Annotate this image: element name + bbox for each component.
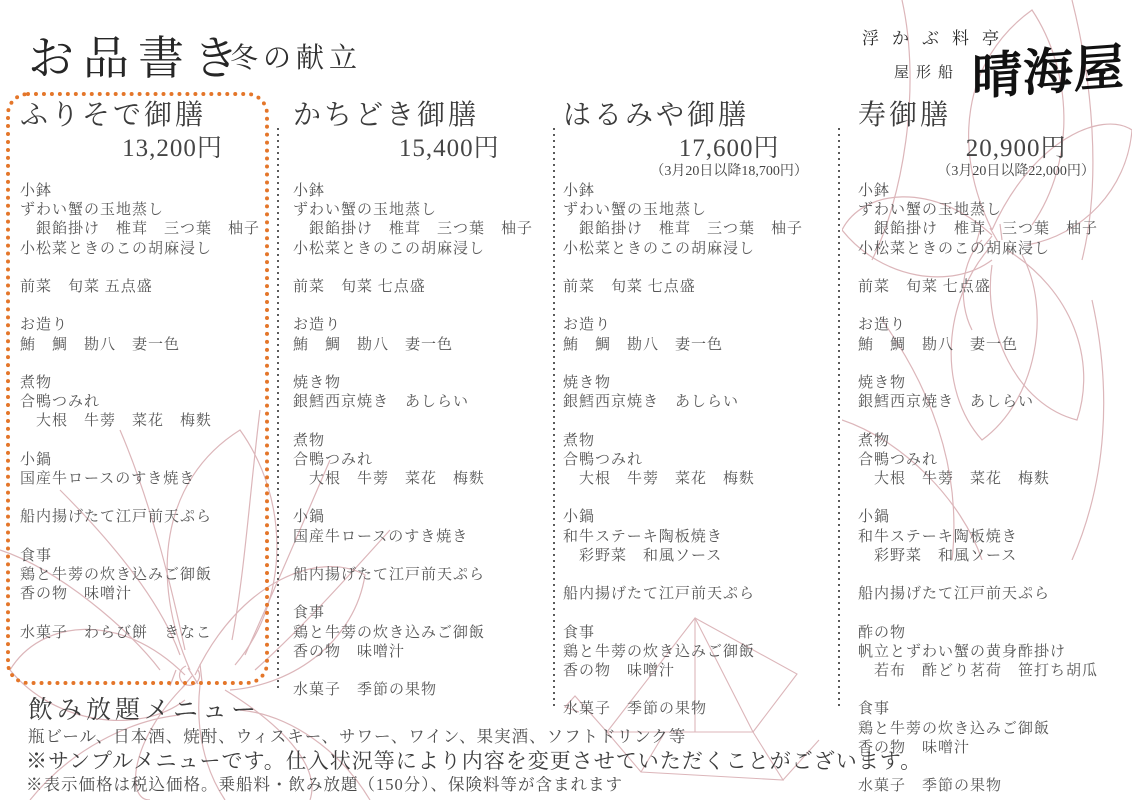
page-subtitle: 冬の献立 bbox=[230, 43, 363, 74]
menu-line: 合鴨つみれ bbox=[20, 394, 101, 411]
menu-line: 和牛ステーキ陶板焼き bbox=[858, 528, 1018, 545]
menu-items bbox=[20, 182, 266, 643]
menu-line: 帆立とずわい蟹の黄身酢掛け bbox=[858, 643, 1067, 660]
menu-items bbox=[858, 182, 1113, 796]
menu-line: ずわい蟹の玉地蒸し bbox=[858, 202, 1003, 219]
menu-line: 煮物 bbox=[858, 432, 891, 449]
menu-line: 大根 牛蒡 菜花 梅麩 bbox=[858, 470, 1051, 487]
menu-line bbox=[293, 662, 545, 681]
menu-line: 香の物 味噌汁 bbox=[858, 739, 971, 756]
menu-line bbox=[20, 489, 266, 508]
menu-line bbox=[20, 528, 266, 547]
menu-line: 船内揚げたて江戸前天ぷら bbox=[858, 586, 1051, 603]
menu-line bbox=[858, 681, 1113, 700]
menu-line: 食事 bbox=[20, 547, 53, 564]
menu-line: 鶏と牛蒡の炊き込みご御飯 bbox=[563, 643, 756, 660]
menu-line: 小鉢 bbox=[20, 183, 53, 199]
menu-line: 銀餡掛け 椎茸 三つ葉 柚子 bbox=[563, 221, 804, 238]
menu-name: はるみや御膳 bbox=[563, 100, 750, 131]
menu-line: 若布 酢どり茗荷 笹打ち胡瓜 bbox=[858, 662, 1099, 679]
column-separator bbox=[838, 128, 840, 706]
menu-price: 20,900円 bbox=[965, 135, 1067, 162]
menu-line: 大根 牛蒡 菜花 梅麩 bbox=[293, 470, 486, 487]
menu-price-note: （3月20日以降22,000円） bbox=[937, 164, 1095, 179]
menu-line bbox=[293, 412, 545, 431]
menu-line: お造り bbox=[858, 317, 907, 334]
menu-line bbox=[563, 355, 831, 374]
menu-line: 前菜 旬菜 七点盛 bbox=[293, 279, 426, 295]
price-block bbox=[20, 134, 266, 180]
menu-line bbox=[293, 259, 545, 278]
menu-line bbox=[563, 297, 831, 316]
menu-line: 船内揚げたて江戸前天ぷら bbox=[20, 509, 213, 526]
menu-line: 焼き物 bbox=[563, 374, 612, 391]
menu-line bbox=[563, 489, 831, 508]
menu-line: ずわい蟹の玉地蒸し bbox=[563, 202, 708, 219]
menu-line: 国産牛ロースのすき焼き bbox=[293, 528, 469, 545]
menu-line bbox=[858, 412, 1113, 431]
menu-line bbox=[293, 585, 545, 604]
menu-items bbox=[293, 182, 545, 700]
disclaimer-note-price: ※表示価格は税込価格。乗船料・飲み放題（150分）、保険料等が含まれます bbox=[26, 775, 623, 794]
menu-line: 焼き物 bbox=[858, 374, 907, 391]
menu-line: 酢の物 bbox=[858, 624, 907, 641]
menu-line: 煮物 bbox=[293, 432, 326, 449]
menu-line: 小松菜ときのこの胡麻浸し bbox=[20, 240, 213, 257]
menu-line: 小鍋 bbox=[858, 509, 891, 526]
menu-line: 小鉢 bbox=[563, 183, 596, 199]
menu-line: 鶏と牛蒡の炊き込みご御飯 bbox=[293, 624, 486, 641]
menu-line bbox=[20, 297, 266, 316]
menu-line bbox=[563, 259, 831, 278]
menu-price: 13,200円 bbox=[122, 135, 223, 162]
menu-name: ふりそで御膳 bbox=[20, 100, 207, 131]
menu-line bbox=[563, 412, 831, 431]
menu-line: お造り bbox=[293, 317, 342, 334]
menu-line: 国産牛ロースのすき焼き bbox=[20, 470, 196, 487]
menu-line bbox=[20, 355, 266, 374]
menu-price-note: （3月20日以降18,700円） bbox=[650, 164, 808, 179]
menu-line: 煮物 bbox=[20, 374, 53, 391]
menu-line: 鶏と牛蒡の炊き込みご御飯 bbox=[20, 566, 213, 583]
menu-line bbox=[293, 489, 545, 508]
menu-line: 小鉢 bbox=[293, 183, 326, 199]
menu-line: 鮪 鯛 勘八 妻一色 bbox=[563, 336, 724, 353]
menu-line bbox=[293, 547, 545, 566]
menu-line: 前菜 旬菜 五点盛 bbox=[20, 279, 153, 295]
menu-line: 小松菜ときのこの胡麻浸し bbox=[563, 240, 756, 257]
menu-line: 小鍋 bbox=[20, 451, 53, 468]
menu-line bbox=[293, 355, 545, 374]
menu-column-furisode bbox=[20, 100, 266, 643]
brand-tagline: 浮かぶ料亭 bbox=[862, 29, 1012, 48]
price-block bbox=[563, 134, 831, 180]
menu-line: 銀餡掛け 椎茸 三つ葉 柚子 bbox=[858, 221, 1099, 238]
menu-line: 大根 牛蒡 菜花 梅麩 bbox=[20, 413, 213, 430]
menu-line: 小鍋 bbox=[563, 509, 596, 526]
menu-name: かちどき御膳 bbox=[293, 100, 480, 131]
menu-line: 水菓子 わらび餅 きなこ bbox=[20, 624, 213, 641]
menu-line bbox=[858, 566, 1113, 585]
menu-line bbox=[858, 297, 1113, 316]
menu-line: 水菓子 季節の果物 bbox=[563, 701, 708, 718]
menu-line: 食事 bbox=[563, 624, 596, 641]
menu-line: 和牛ステーキ陶板焼き bbox=[563, 528, 723, 545]
page-title: お品書き bbox=[28, 33, 248, 84]
menu-line: 小鉢 bbox=[858, 183, 891, 199]
menu-line: 銀餡掛け 椎茸 三つ葉 柚子 bbox=[20, 221, 261, 238]
menu-name: 寿御膳 bbox=[858, 100, 952, 131]
menu-line: 水菓子 季節の果物 bbox=[293, 682, 438, 699]
menu-line: お造り bbox=[563, 317, 612, 334]
drinks-menu-items: 瓶ビール、日本酒、焼酎、ウィスキー、サワー、ワイン、果実酒、ソフトドリンク等 bbox=[28, 727, 687, 746]
menu-line: 食事 bbox=[293, 605, 326, 622]
menu-line: 銀鱈西京焼き あしらい bbox=[858, 394, 1035, 411]
menu-price-note bbox=[353, 164, 545, 180]
menu-line: 船内揚げたて江戸前天ぷら bbox=[293, 566, 486, 583]
menu-line: 彩野菜 和風ソース bbox=[858, 547, 1018, 564]
menu-line: 小松菜ときのこの胡麻浸し bbox=[293, 240, 486, 257]
menu-line bbox=[858, 355, 1113, 374]
menu-line: 鶏と牛蒡の炊き込みご御飯 bbox=[858, 720, 1051, 737]
drinks-menu-title: 飲み放題メニュー bbox=[28, 697, 261, 724]
menu-line: 合鴨つみれ bbox=[858, 451, 939, 468]
menu-line: 鮪 鯛 勘八 妻一色 bbox=[293, 336, 454, 353]
menu-items bbox=[563, 182, 831, 720]
menu-line: 銀鱈西京焼き あしらい bbox=[563, 394, 740, 411]
menu-line: 彩野菜 和風ソース bbox=[563, 547, 723, 564]
menu-line: 煮物 bbox=[563, 432, 596, 449]
menu-line: 香の物 味噌汁 bbox=[293, 643, 406, 660]
menu-line bbox=[20, 432, 266, 451]
menu-line: 焼き物 bbox=[293, 374, 342, 391]
menu-line: 銀鱈西京焼き あしらい bbox=[293, 394, 470, 411]
menu-line: ずわい蟹の玉地蒸し bbox=[20, 202, 165, 219]
menu-line: 前菜 旬菜 七点盛 bbox=[858, 279, 991, 295]
menu-line: ずわい蟹の玉地蒸し bbox=[293, 202, 438, 219]
menu-line: 大根 牛蒡 菜花 梅麩 bbox=[563, 470, 756, 487]
menu-line: 合鴨つみれ bbox=[563, 451, 644, 468]
menu-line: 前菜 旬菜 七点盛 bbox=[563, 279, 696, 295]
menu-line: お造り bbox=[20, 317, 69, 334]
menu-line: 船内揚げたて江戸前天ぷら bbox=[563, 586, 756, 603]
menu-line bbox=[858, 489, 1113, 508]
menu-line: 香の物 味噌汁 bbox=[20, 586, 133, 603]
menu-line: 銀餡掛け 椎茸 三つ葉 柚子 bbox=[293, 221, 534, 238]
menu-price: 15,400円 bbox=[398, 135, 500, 162]
menu-line bbox=[858, 604, 1113, 623]
menu-line: 小松菜ときのこの胡麻浸し bbox=[858, 240, 1051, 257]
menu-line: 水菓子 季節の果物 bbox=[858, 778, 1003, 795]
menu-column-kotobuki bbox=[858, 100, 1113, 796]
menu-price: 17,600円 bbox=[678, 135, 780, 162]
menu-line: 鮪 鯛 勘八 妻一色 bbox=[858, 336, 1019, 353]
menu-line bbox=[20, 604, 266, 623]
column-separator bbox=[553, 128, 555, 706]
price-block bbox=[293, 134, 545, 180]
price-block bbox=[858, 134, 1113, 180]
brand-logo: 晴海屋 bbox=[972, 38, 1125, 106]
menu-line: 鮪 鯛 勘八 妻一色 bbox=[20, 336, 181, 353]
menu-line bbox=[563, 681, 831, 700]
menu-line bbox=[20, 259, 266, 278]
menu-line bbox=[293, 297, 545, 316]
menu-line: 合鴨つみれ bbox=[293, 451, 374, 468]
menu-line bbox=[563, 566, 831, 585]
menu-price-note bbox=[79, 164, 266, 180]
brand-boat-type: 屋形船 bbox=[894, 65, 961, 81]
menu-line bbox=[563, 604, 831, 623]
column-separator bbox=[277, 128, 279, 688]
menu-line: 香の物 味噌汁 bbox=[563, 662, 676, 679]
disclaimer-note-sample: ※サンプルメニューです。仕入状況等により内容を変更させていただくことがございます。 bbox=[26, 749, 923, 773]
menu-column-harumiya bbox=[563, 100, 831, 720]
menu-line bbox=[858, 259, 1113, 278]
menu-line: 食事 bbox=[858, 701, 891, 718]
menu-column-kachidoki bbox=[293, 100, 545, 700]
menu-line: 小鍋 bbox=[293, 509, 326, 526]
